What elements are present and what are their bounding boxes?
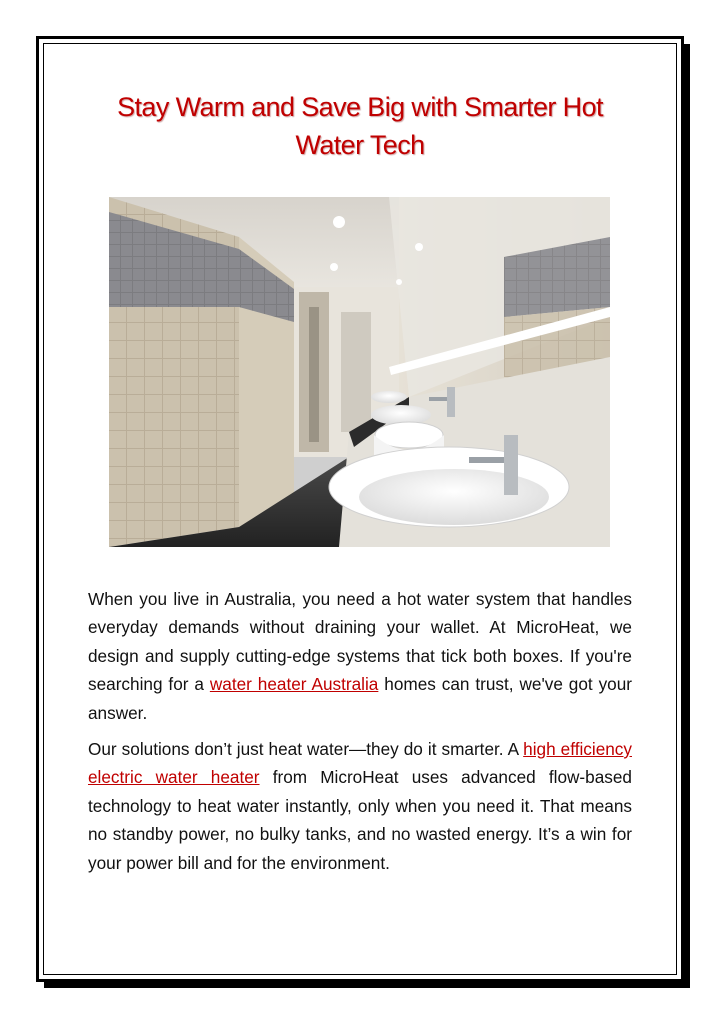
water-heater-australia-link[interactable]: water heater Australia — [209, 674, 379, 695]
bathroom-photo — [109, 197, 610, 547]
high-efficiency-electric-water-heater-link[interactable]: high efficiency electric water heater — [88, 739, 632, 788]
body-text — [88, 585, 632, 885]
paragraph-2-text: Our solutions don’t just heat water—they do it smarter. A — [88, 739, 524, 760]
page-title: Stay Warm and Save Big with Smarter Hot Water Tech — [117, 92, 603, 160]
paragraph-2-text-end: from MicroHeat uses advanced flow-based technology to heat water instantly, only when you need it. That means no standby power, no bulky tanks, and no wasted energy. It’s a win for your power bill and for the environment. — [88, 767, 632, 873]
paragraph-1-text-end: homes can trust, we've got your answer. — [88, 674, 633, 723]
paragraph-1-text: When you live in Australia, you need a hot water system that handles everyday demands without draining your wallet. At MicroHeat, we design and supply cutting-edge systems that tick both boxes. If you're searching for a — [88, 589, 632, 695]
paragraph-1 — [88, 585, 632, 727]
paragraph-2 — [88, 735, 632, 877]
